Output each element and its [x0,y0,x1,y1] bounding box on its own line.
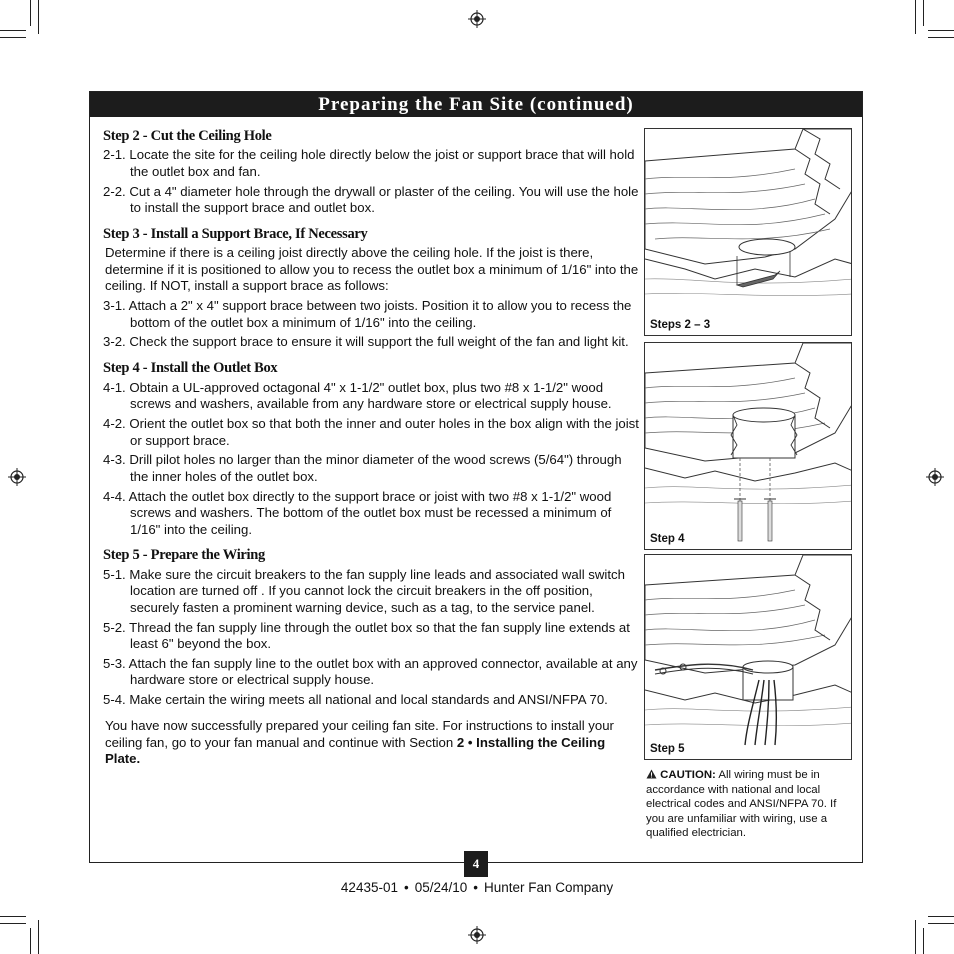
crop-mark [30,0,31,26]
registration-mark-icon [468,926,486,944]
item-number: 5-2. [103,619,126,635]
item-number: 4-2. [103,416,126,432]
figure-label: Step 5 [650,743,685,755]
item-text: Attach a 2" x 4" support brace between two joists. Position it to allow you to recess the bottom of the outlet box a minimum of 1/16" into the ceiling. [128,298,632,330]
ceiling-hole-illustration [645,129,852,336]
item-text: Locate the site for the ceiling hole directly below the joist or support brace that will hold the outlet box and fan. [129,147,635,179]
step5-heading: Step 5 - Prepare the Wiring [103,547,265,564]
item-text: Obtain a UL-approved octagonal 4" x 1-1/2" outlet box, plus two #8 x 1-1/2" wood screws and washers, available from any hardware store or electrical supply house. [129,379,612,412]
item-text: Drill pilot holes no larger than the minor diameter of the wood screws (5/64") through the inner holes of the outlet box. [129,452,622,484]
step2-heading: Step 2 - Cut the Ceiling Hole [103,128,272,144]
item-text: Cut a 4" diameter hole through the drywall or plaster of the ceiling. You will use the hole to install the support brace and outlet box. [129,183,639,216]
crop-mark [915,0,916,34]
figure-step-4 [644,342,852,550]
item-number: 5-1. [103,566,126,582]
step3-intro: Determine if there is a ceiling joist directly above the ceiling hole. If the joist is there, determine if it is positioned to allow you to recess the outlet box a minimum of 1/16" into the ceiling. If NOT, install a support brace as follows: [105,245,639,294]
item-text: Attach the outlet box directly to the support brace or joist with two #8 x 1-1/2" wood screws and washers. The bottom of the outlet box must be recessed a minimum of 1/16" into the ceiling. [128,488,612,537]
crop-mark [915,920,916,954]
footer-separator: • [473,880,479,895]
item-number: 3-2. [103,334,126,350]
content-frame [89,91,863,871]
crop-mark [0,37,26,38]
figure-label: Steps 2 – 3 [650,319,711,331]
list-item [103,380,639,413]
figure-label: Step 4 [650,533,685,545]
crop-mark [38,0,39,34]
page-title: Preparing the Fan Site (continued) [90,92,862,117]
item-number: 4-1. [103,379,126,395]
list-item [103,489,639,538]
footer-separator: • [403,880,409,895]
list-item [103,334,639,350]
list-item [103,298,639,331]
registration-mark-icon [468,10,486,28]
item-text: Orient the outlet box so that both the inner and outer holes in the box align with the joist or support brace. [129,416,639,448]
item-text: Make certain the wiring meets all national and local standards and ANSI/NFPA 70. [129,692,608,708]
closing-text: You have now successfully prepared your ceiling fan site. For instructions to install your ceiling fan, go to your fan manual and continue with Section [105,718,614,750]
crop-mark [928,923,954,924]
footer-doc-number: 42435-01 [340,880,398,895]
closing-paragraph [103,718,639,767]
footer [0,880,954,895]
step4-heading: Step 4 - Install the Outlet Box [103,360,278,377]
crop-mark [0,916,26,917]
item-text: Check the support brace to ensure it will support the full weight of the fan and light kit. [129,334,629,350]
item-number: 2-2. [103,183,126,199]
footer-company: Hunter Fan Company [484,880,614,895]
crop-mark [923,0,924,26]
crop-mark [38,920,39,954]
caution-label: CAUTION: [660,769,716,781]
crop-mark [928,37,954,38]
list-item [103,567,639,616]
registration-mark-icon [926,468,944,486]
closing-bold: 2 • Installing the Ceiling Plate. [105,734,606,766]
list-item [103,416,639,449]
crop-mark [0,923,26,924]
item-number: 5-4. [103,692,126,708]
caution-text: All wiring must be in accordance with national and local electrical codes and ANSI/NFPA 70. If you are unfamiliar with wiring, use a qualified electrician. [646,769,837,840]
step3-heading: Step 3 - Install a Support Brace, If Necessary [103,226,368,243]
crop-mark [30,928,31,954]
crop-mark [923,928,924,954]
item-text: Make sure the circuit breakers to the fan supply line leads and associated wall switch location are turned off . If you cannot lock the circuit breakers in the off position, securely fasten a prominent warning device, such as a tag, to the service panel. [129,566,625,615]
footer-date: 05/24/10 [414,880,468,895]
list-item [103,620,639,653]
outlet-box-illustration [645,343,852,550]
list-item [103,656,639,689]
figure-steps-2-3 [644,128,852,336]
page-number: 4 [464,851,488,877]
instructions-column [103,128,639,771]
item-number: 5-3. [103,655,126,671]
item-number: 2-1. [103,147,126,163]
registration-mark-icon [8,468,26,486]
list-item [103,147,639,180]
list-item [103,692,639,708]
item-text: Attach the fan supply line to the outlet box with an approved connector, available at any hardware store or electrical supply house. [128,655,638,688]
list-item [103,452,639,485]
list-item [103,184,639,217]
wiring-illustration [645,555,852,760]
item-number: 4-4. [103,488,126,504]
warning-triangle-icon [646,769,657,779]
item-number: 3-1. [103,298,126,314]
item-number: 4-3. [103,452,126,468]
crop-mark [0,30,26,31]
caution-note [646,768,856,841]
figure-step-5 [644,554,852,760]
item-text: Thread the fan supply line through the outlet box so that the fan supply line extends at least 6" beyond the box. [129,619,630,651]
crop-mark [928,30,954,31]
crop-mark [928,916,954,917]
